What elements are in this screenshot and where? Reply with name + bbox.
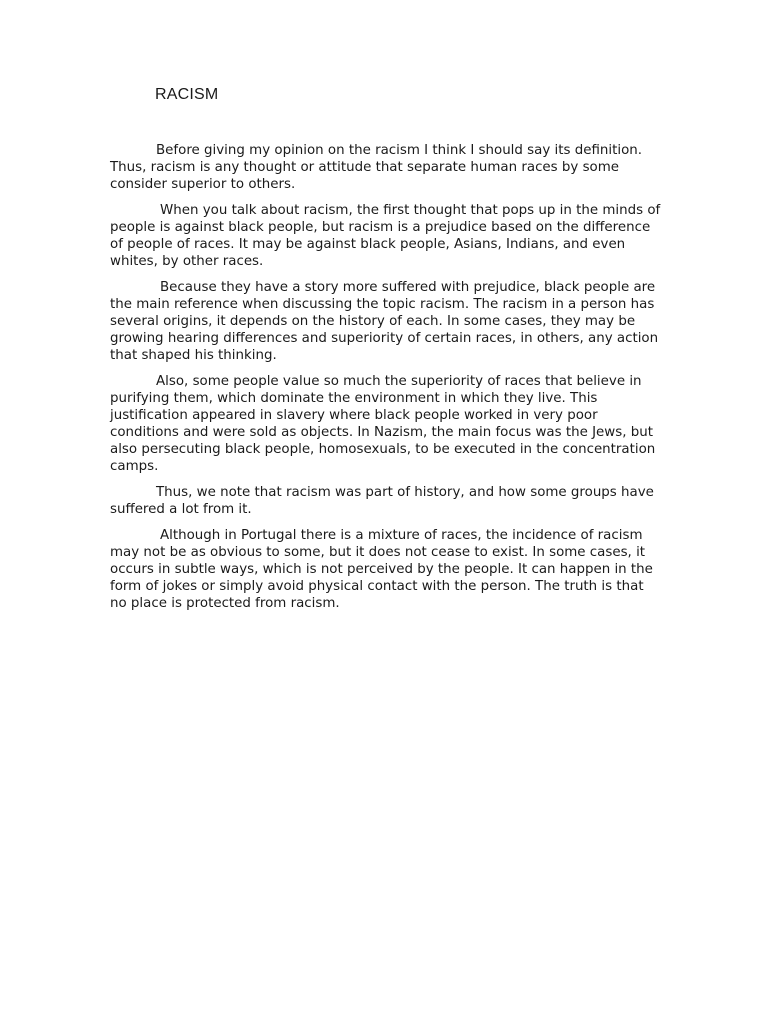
document-title: RACISM — [155, 86, 219, 103]
paragraph-6: Although in Portugal there is a mixture of races, the incidence of racism may not be as obvious to some, but it does not cease to exist. In some cases, it occurs in subtle ways, which is not perceived by the people. It can happen in the form of jokes or simply avoid physical contact with the person. The truth is that no place is protected from racism. — [110, 528, 653, 611]
document-body — [110, 142, 662, 621]
paragraph-4: Also, some people value so much the superiority of races that believe in purifying them, which dominate the environment in which they live. This justification appeared in slavery where black people worked in very poor conditions and were sold as objects. In Nazism, the main focus was the Jews, but also persecuting black people, homosexuals, to be executed in the concentration camps. — [110, 374, 656, 474]
paragraph-2: When you talk about racism, the first thought that pops up in the minds of people is against black people, but racism is a prejudice based on the difference of people of races. It may be against black people, Asians, Indians, and even whites, by other races. — [110, 203, 661, 269]
paragraph-1: Before giving my opinion on the racism I think I should say its definition. Thus, racism is any thought or attitude that separate human races by some consider superior to others. — [110, 143, 643, 192]
paragraph-5: Thus, we note that racism was part of history, and how some groups have suffered a lot from it. — [110, 485, 654, 517]
paragraph-3: Because they have a story more suffered with prejudice, black people are the main reference when discussing the topic racism. The racism in a person has several origins, it depends on the history of each. In some cases, they may be growing hearing differences and superiority of certain races, in others, any action that shaped his thinking. — [110, 280, 659, 363]
